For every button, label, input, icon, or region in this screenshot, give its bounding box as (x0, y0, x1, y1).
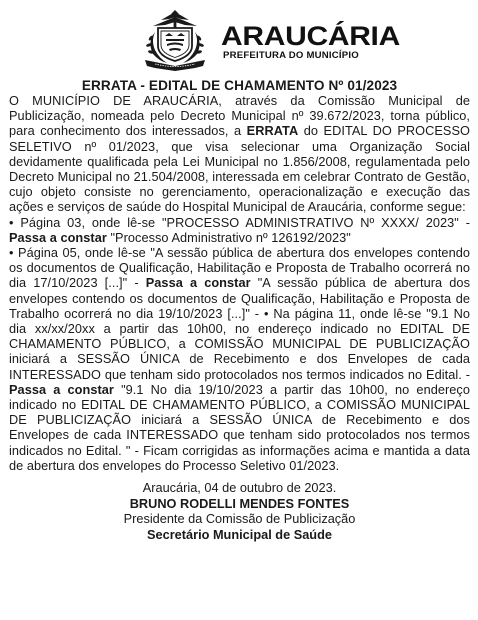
intro-paragraph (9, 93, 470, 215)
document-title: ERRATA - EDITAL DE CHAMAMENTO Nº 01/2023 (81, 78, 398, 93)
item1-corrected: "Processo Administrativo nº 126192/2023" (106, 229, 351, 245)
item1-passa-label: Passa a constar (9, 229, 107, 245)
signatory-role-1: Presidente da Comissão de Publicização (123, 511, 356, 527)
araucaria-seal-icon (131, 8, 219, 72)
signature-block (9, 480, 470, 542)
document-body (9, 93, 470, 473)
intro-text-2: do EDITAL DO PROCESSO SELETIVO nº 01/2023, que visa selecionar uma Organização Social devidamente qualificada pela Lei Municipal no 1.856/2008, regulamentada pelo Decreto Municipal no 21.504/2008, interessada em celebrar Contrato de Gestão, cujo objeto consiste no gerenciamento, operacionalização e execução das ações e serviços de saúde do Hospital Municipal de Araucária, conforme segue: (9, 123, 470, 215)
correction-item-2 (9, 245, 470, 473)
correction-item-1 (9, 215, 470, 245)
item2-passa-label-1: Passa a constar (145, 275, 251, 291)
item1-original: • Página 03, onde lê-se "PROCESSO ADMINISTRATIVO Nº XXXX/ 2023" - (9, 214, 470, 230)
intro-text-1: O MUNICÍPIO DE ARAUCÁRIA, através da Comissão Municipal de Publicização, nomeada pelo Decreto Municipal nº 39.672/2023, torna público, para conhecimento dos interessados, a (9, 93, 470, 139)
item2-corrected-and-next: "A sessão pública de abertura dos envelopes contendo os documentos de Qualificação, Habilitação e Proposta de Trabalho ocorrerá no dia 19/10/2023 [...]" - • Na página 11, onde lê-se "9.1 No dia xx/xx/20xx a partir das 10h00, no endereço indicado no EDITAL DE CHAMAMENTO PÚBLICO, a COMISSÃO MUNICIPAL DE PUBLICIZAÇÃO iniciará a SESSÃO ÚNICA de Recebimento e dos Envelopes de cada INTERESSADO que tenham sido protocolados nos termos indicados no Edital. - (9, 275, 470, 382)
item2-original: • Página 05, onde lê-se "A sessão pública de abertura dos envelopes contendo os documentos de Qualificação, Habilitação e Proposta de Trabalho ocorrerá no dia 17/10/2023 [...]" - (9, 245, 470, 291)
brand-name: ARAUCÁRIA (221, 22, 400, 52)
errata-label: ERRATA (246, 123, 299, 139)
signatory-name: BRUNO RODELLI MENDES FONTES (129, 495, 350, 511)
signature-date: Araucária, 04 de outubro de 2023. (142, 480, 337, 496)
brand-wordmark (221, 24, 400, 61)
letterhead (9, 6, 470, 72)
item2-corrected-final: "9.1 No dia 19/10/2023 a partir das 10h00, no endereço indicado no EDITAL DE CHAMAMENTO PÚBLICO, a COMISSÃO MUNICIPAL DE PUBLICIZAÇÃO iniciará a SESSÃO ÚNICA de Recebimento e dos Envelopes de cada INTERESSADO que tenham sido protocolados nos termos indicados no Edital. " - Ficam corrigidas as informações acima e mantida a data de abertura dos envelopes do Processo Seletivo 01/2023. (9, 381, 470, 473)
brand-subtitle: PREFEITURA DO MUNICÍPIO (223, 50, 359, 61)
signatory-role-2: Secretário Municipal de Saúde (147, 526, 332, 542)
item2-passa-label-2: Passa a constar (9, 381, 114, 397)
